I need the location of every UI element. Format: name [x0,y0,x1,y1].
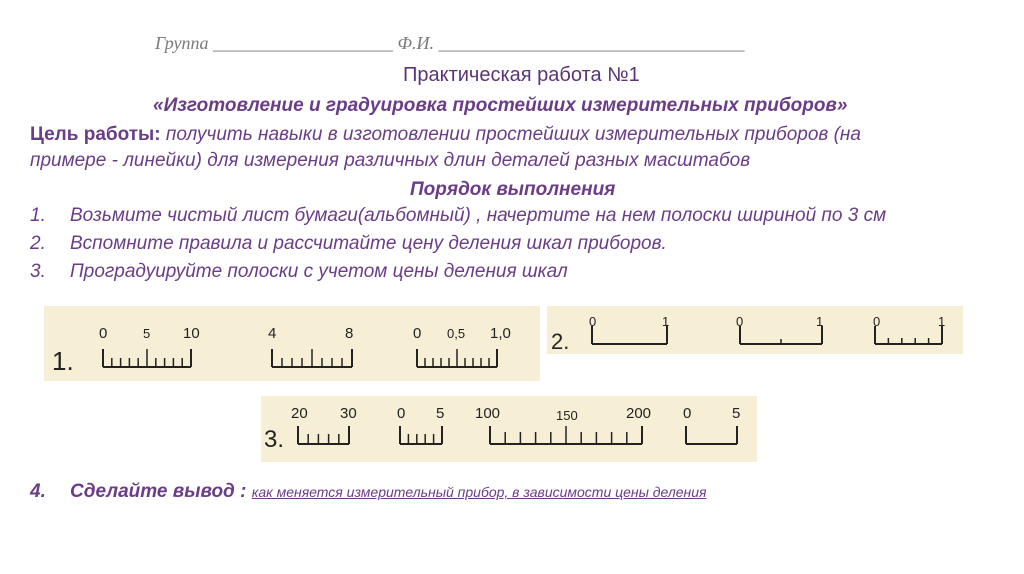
scale-label: 200 [626,405,652,422]
goal-label: Цель работы: [30,124,161,145]
goal-text-2: примере - линейки) для измерения различных длин деталей разных масштабов [30,150,751,171]
step-text: Вспомните правила и рассчитайте цену деления шкал приборов. [70,233,667,254]
scale-label: 100 [475,405,501,422]
page-title: Практическая работа №1 [403,64,640,86]
scale-label: 0,5 [447,326,466,341]
scale-label: 10 [183,325,200,342]
scale-label: 1 [816,314,824,329]
order-heading: Порядок выполнения [410,179,616,200]
step-number: 4. [30,481,46,502]
scale-label: 4 [268,325,277,342]
step-text: Возьмите чистый лист бумаги(альбомный) , начертите на нем полоски шириной по 3 см [70,205,887,226]
scale-label: 1,0 [490,325,511,342]
scale-label: 30 [340,405,357,422]
scale-label: 20 [291,405,308,422]
group-label: Группа [155,33,209,53]
step-text: Проградуируйте полоски с учетом цены деления шкал [70,261,568,282]
rulers-group [103,326,942,444]
scale-label: 0 [589,314,597,329]
panel-number-1: 1. [52,346,74,376]
conclusion-label: Сделайте вывод : [70,481,247,502]
step-number: 2. [30,233,46,254]
step-number: 3. [30,261,46,282]
scale-label: 0 [397,405,406,422]
group-field[interactable]: ____________________ [213,33,393,53]
name-label: Ф.И. [397,33,434,53]
scale-label: 5 [436,405,445,422]
step-4 [30,481,707,503]
conclusion-answer[interactable]: как меняется измерительный прибор, в зависимости цены деления [251,484,707,500]
goal-text-1: получить навыки в изготовлении простейших измерительных приборов (на [165,124,861,145]
scale-label: 0 [99,325,108,342]
scale-label: 0 [683,405,692,422]
scale-label: 0 [873,314,881,329]
step-number: 1. [30,205,46,226]
panel-number-3: 3. [264,426,285,453]
scale-label: 5 [732,405,741,422]
scale-label: 5 [143,326,151,341]
scale-label: 0 [736,314,744,329]
scale-label: 1 [662,314,670,329]
page-subtitle: «Изготовление и градуировка простейших измерительных приборов» [153,95,848,116]
scale-label: 8 [345,325,354,342]
name-field[interactable]: __________________________________ [438,33,745,53]
scale-label: 1 [938,314,946,329]
panel-number-2: 2. [551,329,570,354]
scale-label: 150 [556,408,578,423]
scale-label: 0 [413,325,422,342]
